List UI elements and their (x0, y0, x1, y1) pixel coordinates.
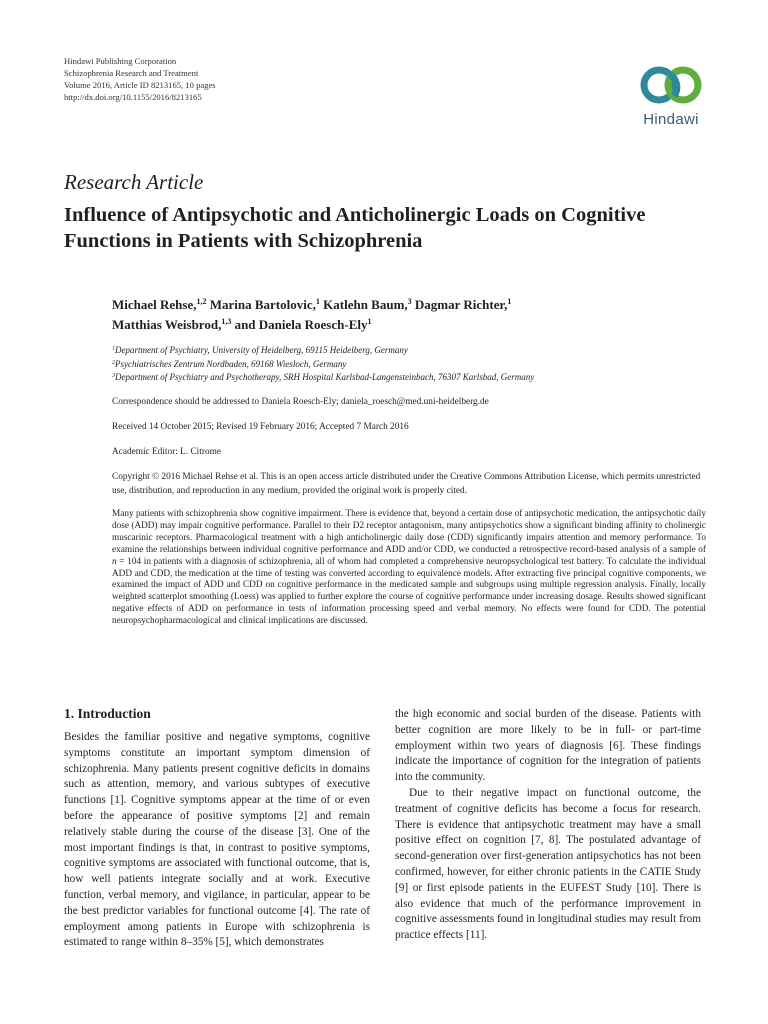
affiliation-list (112, 344, 712, 385)
sample-size-variable: n (112, 556, 117, 567)
hindawi-logo (636, 63, 720, 133)
abstract-text: = 104 in patients with a diagnosis of schizophrenia, all of whom had completed a comprehensive neuropsychological test battery. To calculate the individual ADD and CDD, the medication at the time of testing was converted according to equivalence models. After extracting five principal cognitive components, we examined the impact of ADD and CDD on cognitive performance in the medicated sample and subgroups using multiple regression analysis. Finally, locally weighted scatterplot smoothing (Loess) was applied to further explore the course of cognitive performance under increasing dosage. Results showed significant negative effects of ADD on performance in tests of information processing speed and verbal memory. No effects were found for CDD. The potential neuropsychopharmacological and clinical implications are discussed. (112, 556, 706, 627)
article-type: Research Article (64, 170, 204, 194)
author-affiliation-mark: 1 (367, 317, 372, 326)
academic-editor: Academic Editor: L. Citrome (112, 447, 221, 457)
author-affiliation-mark: 3 (407, 297, 412, 306)
publisher-name: Hindawi Publishing Corporation (64, 56, 177, 66)
body-column-left (64, 730, 370, 951)
doi-link[interactable]: http://dx.doi.org/10.1155/2016/8213165 (64, 92, 202, 102)
hindawi-logo-icon (636, 63, 708, 109)
author-line-1 (112, 295, 712, 315)
author-affiliation-mark: 1 (507, 297, 512, 306)
paper-title: Influence of Antipsychotic and Anticholinergic Loads on Cognitive Functions in Patients with Schizophrenia (64, 204, 646, 252)
section-heading-introduction: 1. Introduction (64, 706, 151, 721)
logo-wordmark: Hindawi (643, 111, 699, 128)
author-affiliation-mark: 1,2 (196, 297, 207, 306)
abstract (112, 509, 706, 628)
affiliation-text: Psychiatrisches Zentrum Nordbaden, 69168 Wiesloch, Germany (115, 358, 347, 369)
copyright-notice: Copyright © 2016 Michael Rehse et al. This is an open access article distributed under the Creative Commons Attribution License, which permits unrestricted use, distribution, and reproduction in any medium, provided the original work is properly cited. (112, 472, 701, 496)
affiliation-mark: 1 (112, 346, 115, 352)
body-column-right (395, 707, 701, 944)
affiliation-mark: 2 (112, 359, 115, 366)
body-paragraph: Besides the familiar positive and negative symptoms, cognitive symptoms constitute an important symptom dimension of schizophrenia. Many patients present cognitive deficits in domains such as attention, memory, and various subtypes of executive functions [1]. Cognitive symptoms appear at the time of or even before the appearance of positive symptoms [2] and remain relatively stable during the course of the disease [3]. One of the most important findings is that, in contrast to positive symptoms, cognitive symptoms are associated with functional outcome, that is, how well patients integrate socially and at work. Executive function, verbal memory, and vigilance, in particular, appear to be the best predictor variables for functional outcome [4]. The rate of employment among patients in Europe with schizophrenia is estimated to range within 8–35% [5], which demonstrates (64, 731, 370, 949)
body-paragraph: Due to their negative impact on functional outcome, the treatment of cognitive deficits has become a focus for research. There is evidence that antipsychotic treatment may have a small positive effect on cognition [7, 8]. The postulated advantage of second-generation over first-generation antipsychotics has not been confirmed, however, for either chronic patients in the CATIE Study [9] or first episode patients in the EUFEST Study [10]. There is also evidence that much of the performance improvement in cognitive assessments found in longitudinal studies may result from practice effects [11]. (395, 786, 701, 942)
author-list (112, 295, 712, 335)
affiliation-text: Department of Psychiatry and Psychotherapy, SRH Hospital Karlsbad-Langensteinbach, 76307 Karlsbad, Germany (115, 372, 535, 382)
volume-info: Volume 2016, Article ID 8213165, 10 pages (64, 80, 216, 90)
journal-header-info (64, 55, 364, 103)
affiliation-item (112, 371, 712, 385)
author-affiliation-mark: 1,3 (221, 317, 232, 326)
affiliation-mark: 3 (112, 373, 115, 379)
author-name: Marina Bartolovic, (206, 297, 316, 312)
body-paragraph: the high economic and social burden of the disease. Patients with better cognition are more likely to be in full- or part-time employment within two years of diagnosis [6]. These findings indicate the importance of cognition for the integration of patients into the community. (395, 708, 701, 784)
author-line-2 (112, 315, 712, 335)
author-name: and Daniela Roesch-Ely (231, 317, 368, 332)
abstract-text: Many patients with schizophrenia show cognitive impairment. There is evidence that, beyond a certain dose of antipsychotic medication, the antipsychotic daily dose (ADD) may impair cognitive performance. Parallel to their D2 receptor antagonism, many antipsychotics show a significant binding affinity to cholinergic muscarinic receptors. Pharmacological treatment with a high anticholinergic daily dose (CDD) significantly impairs attention and memory performance. To examine the relationships between individual cognitive performance and ADD and/or CDD, we conducted a retrospective record-based analysis of a sample of (112, 509, 706, 555)
author-affiliation-mark: 1 (315, 297, 320, 306)
affiliation-item (112, 344, 712, 358)
affiliation-text: Department of Psychiatry, University of Heidelberg, 69115 Heidelberg, Germany (115, 345, 408, 355)
correspondence-note: Correspondence should be addressed to Daniela Roesch-Ely; daniela_roesch@med.uni-heidelberg.de (112, 397, 489, 407)
author-name: Dagmar Richter, (411, 297, 508, 312)
affiliation-item (112, 358, 712, 372)
author-name: Katlehn Baum, (319, 297, 408, 312)
journal-name: Schizophrenia Research and Treatment (64, 68, 199, 78)
author-name: Michael Rehse, (112, 297, 197, 312)
author-name: Matthias Weisbrod, (112, 317, 222, 332)
publication-dates: Received 14 October 2015; Revised 19 February 2016; Accepted 7 March 2016 (112, 422, 409, 432)
